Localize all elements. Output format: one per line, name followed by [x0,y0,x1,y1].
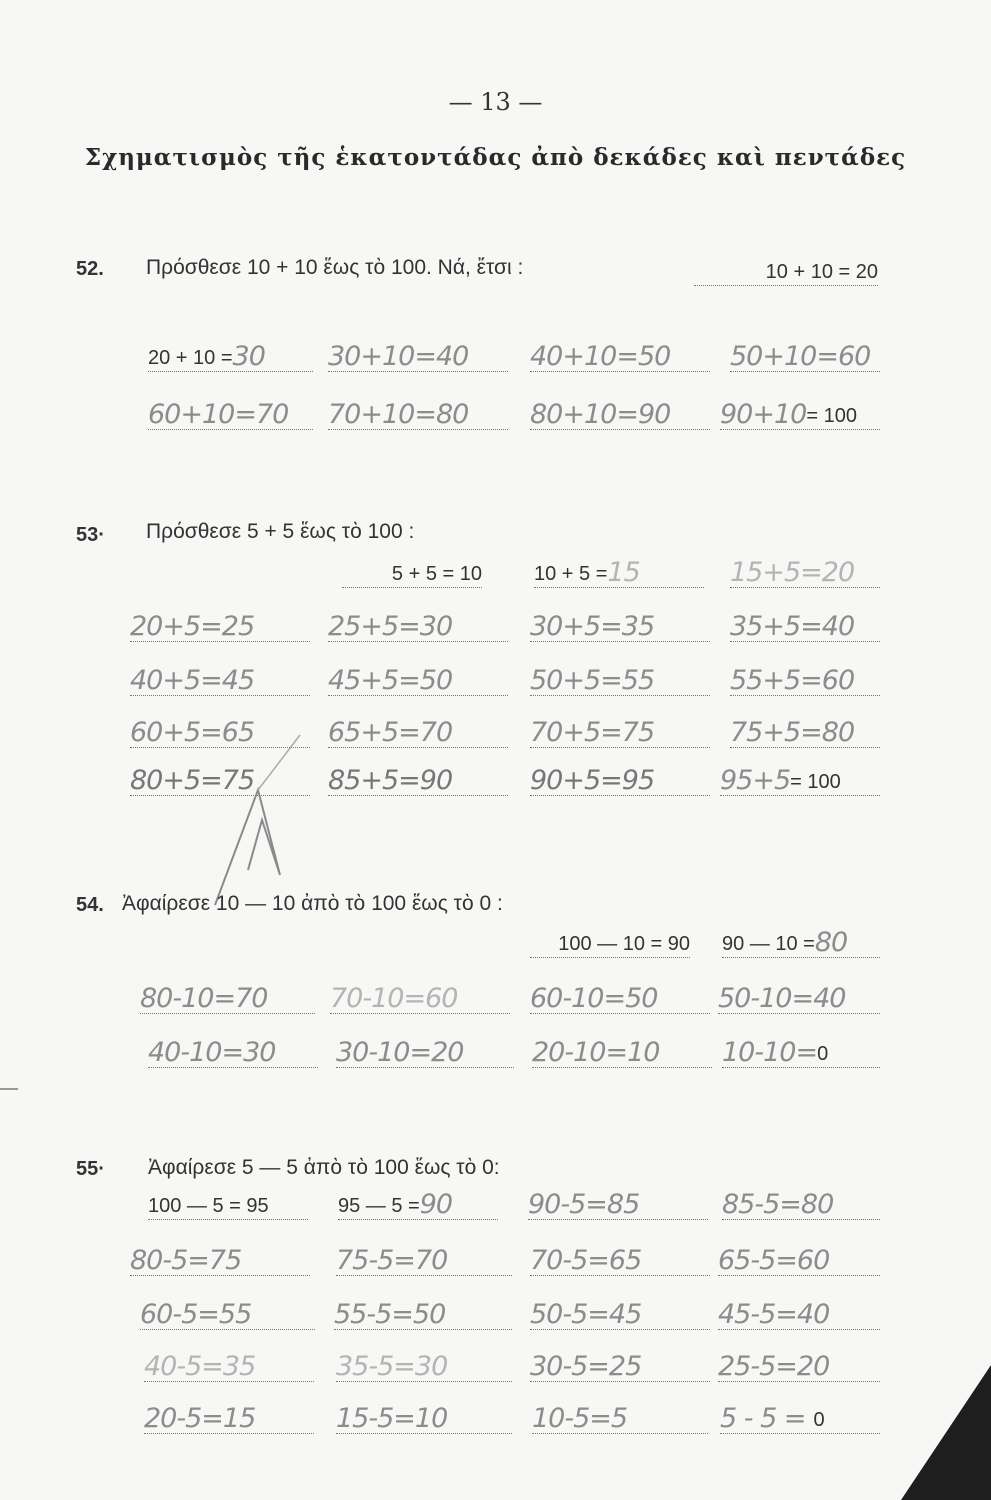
handwritten-answer: 30+5=35 [530,611,655,642]
answer-cell [532,1036,712,1068]
answer-cell [330,982,510,1014]
answer-cell [140,1298,315,1330]
handwritten-answer: 80+5=75 [130,765,255,796]
handwritten-answer: 80-5=75 [130,1245,242,1276]
handwritten-answer: 65-5=60 [718,1245,830,1276]
answer-cell [144,1350,314,1382]
handwritten-answer: 80 [814,927,848,958]
handwritten-answer: 80-10=70 [140,983,268,1014]
printed-text: 5 + 5 = 10 [391,563,482,585]
exercise-54-instruction: Ἀφαίρεσε 10 — 10 ἀπὸ τὸ 100 ἕως τὸ 0 : [122,892,503,915]
handwritten-answer: 30 [232,341,265,372]
scan-edge-mark [0,1088,18,1090]
exercise-52-number: 52. [76,258,104,280]
answer-cell [530,1298,710,1330]
example-cell [148,1188,308,1220]
answer-cell [336,1036,514,1068]
handwritten-answer: 70+5=75 [530,717,655,748]
page-title: Σχηματισμὸς τῆς ἑκατοντάδας ἀπὸ δεκάδες καὶ πεντάδες [84,144,907,171]
handwritten-answer: 90-5=85 [528,1189,640,1220]
handwritten-answer: 15-5=10 [336,1403,448,1434]
printed-text: 95 — 5 = [338,1195,420,1217]
handwritten-answer: 20+5=25 [130,611,255,642]
exercise-55-instruction: Ἀφαίρεσε 5 — 5 ἀπὸ τὸ 100 ἕως τὸ 0: [148,1156,500,1179]
printed-text: = 100 [806,405,857,427]
handwritten-answer: 15+5=20 [730,557,855,588]
page-number: — 13 — [448,88,543,116]
handwritten-answer: 50-5=45 [530,1299,642,1330]
exercise-54-number: 54. [76,894,104,916]
handwritten-answer: 25+5=30 [328,611,453,642]
answer-cell [530,1244,710,1276]
answer-cell [722,926,880,958]
exercise-55-number: 55· [76,1158,105,1180]
handwritten-answer: 35-5=30 [336,1351,448,1382]
answer-cell [144,1402,314,1434]
exercise-52-instruction: Πρόσθεσε 10 + 10 ἕως τὸ 100. Νά, ἔτσι : [146,256,524,279]
example-text: 10 + 10 = 20 [765,261,878,283]
handwritten-answer: 75-5=70 [336,1245,448,1276]
handwritten-answer: 65+5=70 [328,717,453,748]
answer-cell [718,1298,880,1330]
handwritten-answer: 45+5=50 [328,665,453,696]
answer-cell [722,1188,880,1220]
handwritten-answer: 40-10=30 [148,1037,276,1068]
handwritten-answer: 5 - 5 = [720,1403,806,1434]
handwritten-answer: 35+5=40 [730,611,855,642]
answer-cell [718,1244,880,1276]
exercise-53-number: 53· [76,524,105,546]
answer-cell [530,1350,710,1382]
handwritten-answer: 40+10=50 [530,341,671,372]
answer-cell [336,1244,512,1276]
handwritten-answer: 70-10=60 [330,983,458,1014]
handwritten-answer: 20-5=15 [144,1403,256,1434]
answer-cell [720,1402,880,1434]
printed-text: 100 — 10 = 90 [558,933,690,955]
handwritten-answer: 30+10=40 [328,341,469,372]
handwritten-answer: 90+10 [720,399,807,430]
handwritten-answer: 10-10= [722,1037,818,1068]
scan-corner-shadow [901,1365,991,1500]
printed-text: 90 — 10 = [722,933,815,955]
answer-cell [718,1350,880,1382]
handwritten-answer: 55+5=60 [730,665,855,696]
handwritten-answer: 70-5=65 [530,1245,642,1276]
handwritten-answer: 85+5=90 [328,765,453,796]
handwritten-answer: 75+5=80 [730,717,855,748]
handwritten-answer: 60+5=65 [130,717,255,748]
handwritten-answer: 70+10=80 [328,399,469,430]
handwritten-answer: 60+10=70 [148,399,289,430]
handwritten-answer: 85-5=80 [722,1189,834,1220]
printed-text: 0 [817,1043,829,1065]
handwritten-answer: 50+5=55 [530,665,655,696]
handwritten-answer: 10-5=5 [532,1403,628,1434]
example-cell [530,926,690,958]
printed-text: = 100 [790,771,841,793]
answer-cell [528,1188,708,1220]
handwritten-answer: 40+5=45 [130,665,255,696]
handwritten-answer: 50-10=40 [718,983,846,1014]
handwritten-answer: 45-5=40 [718,1299,830,1330]
printed-text: 100 — 5 = 95 [148,1195,269,1217]
answer-cell [530,982,710,1014]
answer-cell [140,982,315,1014]
printed-text: 10 + 5 = [534,563,608,585]
answer-cell [532,1402,708,1434]
handwritten-answer: 50+10=60 [730,341,871,372]
handwritten-answer: 60-5=55 [140,1299,252,1330]
handwritten-answer: 90+5=95 [530,765,655,796]
answer-cell [718,982,880,1014]
handwritten-answer: 20-10=10 [532,1037,660,1068]
handwritten-answer: 90 [419,1189,453,1220]
handwritten-answer: 40-5=35 [144,1351,256,1382]
answer-cell [334,1298,512,1330]
handwritten-answer: 30-10=20 [336,1037,464,1068]
handwritten-answer: 80+10=90 [530,399,671,430]
exercise-53-instruction: Πρόσθεσε 5 + 5 ἕως τὸ 100 : [146,520,415,543]
handwritten-answer: 95+5 [720,765,791,796]
answer-cell [336,1402,512,1434]
handwritten-answer: 55-5=50 [334,1299,446,1330]
answer-cell [148,1036,318,1068]
answer-cell [338,1188,498,1220]
answer-cell [722,1036,880,1068]
handwritten-answer: 15 [607,557,640,588]
handwritten-answer: 30-5=25 [530,1351,642,1382]
answer-cell [336,1350,512,1382]
handwritten-answer: 25-5=20 [718,1351,830,1382]
handwritten-answer: 60-10=50 [530,983,658,1014]
printed-text: 20 + 10 = [148,347,233,369]
printed-text: 0 [813,1409,825,1431]
answer-cell [130,1244,310,1276]
